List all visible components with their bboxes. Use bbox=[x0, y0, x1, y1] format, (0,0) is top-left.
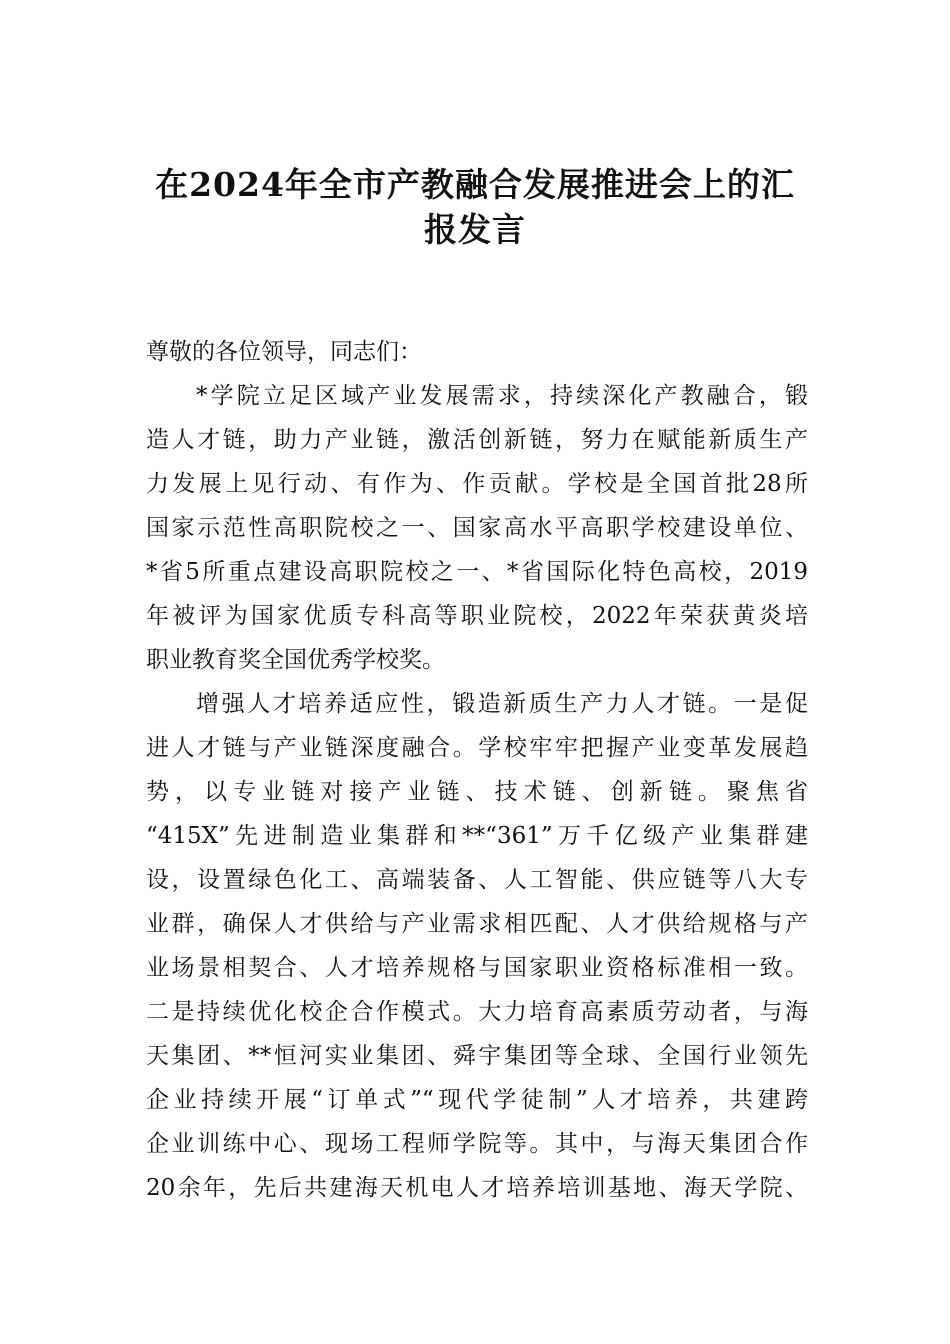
paragraph-line: 企业训练中心、现场工程师学院等。其中，与海天集团合作 bbox=[146, 1131, 808, 1157]
paragraph-line: 进人才链与产业链深度融合。学校牢牢把握产业变革发展趋 bbox=[146, 735, 808, 761]
paragraph-line: 造人才链，助力产业链，激活创新链，努力在赋能新质生产 bbox=[146, 427, 808, 453]
paragraph-line: 势，以专业链对接产业链、技术链、创新链。聚焦省 bbox=[146, 779, 808, 805]
document-title-line-1: 在2024年全市产教融合发展推进会上的汇 bbox=[155, 165, 795, 204]
paragraph-line: 业场景相契合、人才培养规格与国家职业资格标准相一致。 bbox=[146, 955, 808, 981]
paragraph-line: 二是持续优化校企合作模式。大力培育高素质劳动者，与海 bbox=[146, 999, 808, 1025]
paragraph-line: 设，设置绿色化工、高端装备、人工智能、供应链等八大专 bbox=[146, 867, 808, 893]
paragraph-line: 业群，确保人才供给与产业需求相匹配、人才供给规格与产 bbox=[146, 911, 808, 937]
paragraph-line: 20余年，先后共建海天机电人才培养培训基地、海天学院、 bbox=[146, 1175, 808, 1201]
paragraph-line: 职业教育奖全国优秀学校奖。 bbox=[146, 647, 445, 673]
salutation: 尊敬的各位领导，同志们： bbox=[146, 339, 422, 365]
paragraph-line: 国家示范性高职院校之一、国家高水平高职学校建设单位、 bbox=[146, 515, 808, 541]
paragraph-line: 增强人才培养适应性，锻造新质生产力人才链。一是促 bbox=[196, 691, 808, 717]
paragraph-line: 天集团、**恒河实业集团、舜宇集团等全球、全国行业领先 bbox=[146, 1043, 808, 1069]
document-title-line-2: 报发言 bbox=[424, 210, 526, 249]
paragraph-line: *学院立足区域产业发展需求，持续深化产教融合，锻 bbox=[196, 383, 808, 409]
paragraph-line: 年被评为国家优质专科高等职业院校，2022年荣获黄炎培 bbox=[146, 603, 808, 629]
paragraph-line: 企业持续开展“订单式”“现代学徒制”人才培养，共建跨 bbox=[146, 1087, 808, 1113]
paragraph-line: *省5所重点建设高职院校之一、*省国际化特色高校，2019 bbox=[146, 559, 808, 585]
paragraph-line: 力发展上见行动、有作为、作贡献。学校是全国首批28所 bbox=[146, 471, 808, 497]
paragraph-line: “415X”先进制造业集群和**“361”万千亿级产业集群建 bbox=[146, 823, 808, 849]
